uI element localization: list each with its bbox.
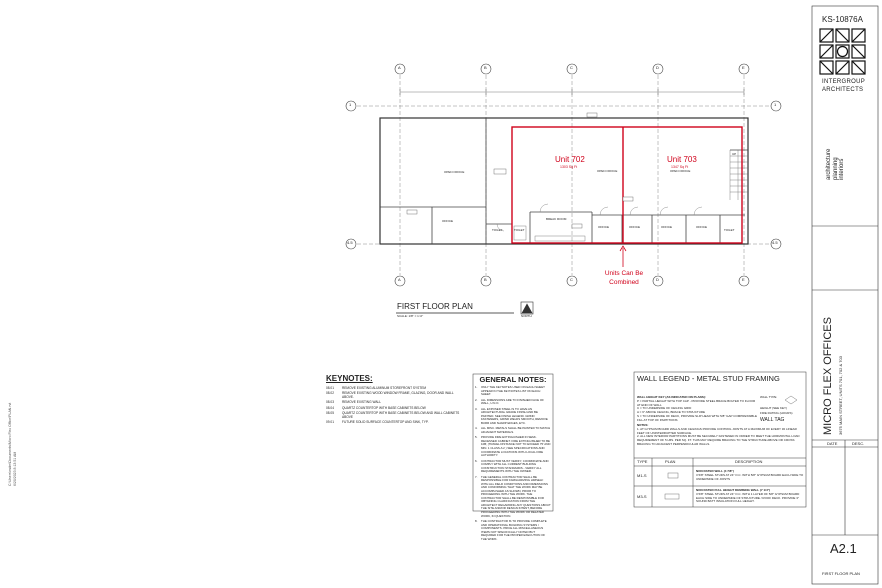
room-office-2: OFFICE [629,225,640,229]
general-note-number: 2. [475,397,478,402]
unit-703-area: 1347 Sq Ft [671,165,689,169]
wall-key-item: S = TO UNDERSIDE OF DECK, PROVIDE SLIP HEAD WITH 5/8" GAP COMPRESSIBLE FILL AT TOP OF PARTITIONS [637,413,757,422]
wall-tag-label-rating: FIRE RATING (HOURS) [760,411,793,415]
general-note-text: CONTRACTOR MUST VERIFY, COORDINATE AND COMPLY WITH ALL CURRENT BUILDING CONSTRUCTION STANDARDS - VERIFY ALL REQUIREMENTS WITH THE OWNER. [481,458,549,474]
keynote-item [326,406,466,410]
grid-label-right-1: 1 [774,102,777,107]
room-break-room: BREAK ROOM [546,217,567,221]
keynote-code: 08.02 [326,391,334,396]
plot-date: 6/20/2023 8:13:51 AM [13,451,17,486]
col-plan: PLAN [665,459,676,464]
room-open-office-703: OPEN OFFICE [670,169,691,173]
tagline-architecture: architecture [826,148,832,180]
room-office-3: OFFICE [661,225,672,229]
wall-notes-title: NOTES: [637,423,649,427]
tagline-interiors: interiors [839,158,846,180]
plan-title: FIRST FLOOR PLAN [397,302,473,311]
plan-scale: SCALE: 1/8" = 1'-0" [397,314,424,318]
row-title-m3s: NON RATED FULL HEIGHT DEMISING WALL (7 1/4") [696,488,771,492]
keynote-text: REMOVE EXISTING WOOD WINDOW FRAME, GLAZING, DOOR AND WALL ABOVE. [342,391,454,400]
general-note-item [475,520,551,541]
rev-date-header: DATE [827,441,838,446]
grid-label-top-a: A [398,65,401,70]
general-note-item [475,476,551,518]
wall-note-item: 1. AT GYPSUM BOARD WALLS AND CEILINGS PROVIDE CONTROL JOINTS AT A MAXIMUM OF EVERY 30 LINEAR FEET OF UNINTERRUPTED SURFACE. [637,426,797,435]
project-title: MICRO FLEX OFFICES [822,317,834,435]
wall-notes-list [637,428,803,447]
grid-label-top-b: B [484,65,487,70]
keynotes-title: KEYNOTES: [326,374,373,383]
wall-note-item: 2. ALL NEW INTERIOR PARTITIONS MUST BE SECURELY FASTENED IN ORDER TO MEET THE HORIZONTAL LOAD REQUIREMENT OF 5 LBS. PER SQ. FT. THIS MAY REQUIRE BRACING TO THE STRUCTURE ABOVE OR CROSS BRACING TO ADJACENT PERPENDICULAR WALLS. [637,434,800,446]
room-open-office-702: OPEN OFFICE [597,169,618,173]
room-office-4: OFFICE [696,225,707,229]
wall-key-item: P = PARTIAL HEIGHT WITH TOP CAP - PROVIDE STEEL BRACE BOLTED TO FLOOR AT END OF WALL [637,398,756,407]
wall-key-title: WALL HEIGHT KEY (AS INDICATED ON PLANS): [637,395,706,399]
unit-703-name: Unit 703 [667,155,697,164]
row-text-m3s: 3 5/8" STEEL STUDS AT 24" O.C. WITH 1 LAYER OF 5/8" GYPSUM BOARD EACH SIDE TO UNDERSIDE OF STRUCTURE / ROOF DECK. PROVIDE 3" SOUND BATT INSULATION FULL HEIGHT. [696,491,800,504]
keynote-text: REMOVE EXISTING WALL [342,400,382,405]
keynote-code: 09.01 [326,420,334,425]
general-notes-title: GENERAL NOTES: [479,375,547,384]
north-label: NORTH [521,314,532,318]
row-type-m3s: M3-S [637,494,647,499]
general-note-text: ONLY THE KEYNOTES USED ON EACH SHEET APPEAR IN THE KEYNOTES LIST ON EACH SHEET. [481,385,545,397]
keynote-code: 08.03 [326,400,334,405]
wall-tag-label-type: WALL TYPE [760,395,777,399]
rev-desc-header: DESC. [852,441,865,446]
general-note-text: ALL MISC. METALS SHALL BE PAINTED TO MATCH ADJACENT MATERIALS. [481,426,551,434]
general-note-number: 4. [475,426,478,431]
keynote-text: QUARTZ COUNTERTOP WITH BASE CABINETS BELOW AND WALL CABINETS ABOVE [342,410,460,419]
stair-up-label: UP [732,152,737,156]
grid-label-bottom-d: D [656,277,659,282]
room-toilet-1: TOILET [492,228,503,232]
general-note-number: 1. [475,385,478,389]
general-note-number: 8. [475,519,478,524]
general-note-number: 3. [475,406,478,411]
general-notes-panel [475,375,551,543]
general-note-text: ALL EXPOSED STEEL IS TO HAVE AN ARCHITECTURAL GRADE FINISH AND BE PAINTED. SEE FINISH LEGEND. GRIND FASTENERS, GRIND WELDS SMOOTH, REMOVE BURR AND SHARP EDGES, ETC. [481,406,548,425]
general-note-text: THE GENERAL CONTRACTOR SHALL BE RESPONSIBLE FOR FAMILIARIZING HIMSELF WITH ALL FIELD CONDITIONS AND DIMENSIONS AND CONFIRMING THAT THE WORK MAY BE ACCOMPLISHED AS SHOWN, PRIOR TO PROCEEDING WITH THE WORK. THE CONTRACTOR SHALL BE RESPONSIBLE FOR OBTAINING CLARIFICATION FROM THE ARCHITECT REGARDING ANY QUESTIONS ABOUT THE SITE AND/OR DESIGN INTENT, BEFORE PROCEEDING WITH THE WORK OR RELATED WORK, IN QUESTION. [481,474,551,518]
grid-label-left-1: 1 [349,102,352,107]
keynote-text: REMOVE EXISTING ALUMINUM STOREFRONT SYSTEM [342,386,427,390]
keynote-text: FUTURE SOLID SURFACE COUNTERTOP AND SINK, TYP. [342,420,429,425]
room-office-left: OFFICE [442,219,453,223]
unit-702-area: 1303 Sq Ft [560,165,578,169]
firm-tagline [826,149,846,180]
grid-label-bottom-e: E [742,277,745,282]
general-note-number: 7. [475,474,478,479]
room-office-1: OFFICE [598,225,609,229]
general-note-number: 5. [475,435,478,440]
general-note-item [475,408,551,426]
row-desc-m3s [696,489,804,504]
row-title-m1s: NON RATED WALL (4 7/8") [696,469,734,473]
wall-key-item: A = 6" ABOVE CEILING, BRACE TO STRUCTURE [637,410,706,414]
keynotes-panel [326,374,466,425]
grid-label-top-c: C [570,65,573,70]
general-note-item [475,460,551,474]
general-note-text: PROVIDE FIRE EXTINGUISHER IN SEMI-RECESSED CABINET. FIRE EXTINGUISHER TO BE 10B; (TRAVEL DISTANCE NOT TO EXCEED 75' AND MIN. 1 CLASS A:2 ) SEE SPECIFICATIONS AND COORDINATE LOCATIONS WITH LOCAL FIRE AUTHORITY. [481,435,551,458]
sheet-number: A2.1 [830,541,857,556]
grid-label-left-45: 4.5 [347,240,353,245]
keynote-code: 08.04 [326,405,334,410]
sheet-name: FIRST FLOOR PLAN [822,571,860,576]
room-toilet-2: TOILET [514,228,525,232]
unit-702-name: Unit 702 [555,155,585,164]
wall-height-key [637,396,757,422]
project-number: KS-10876A [822,15,863,24]
room-open-office-left: OPEN OFFICE [444,170,465,174]
general-note-text: THE CONTRACTOR IS TO PROVIDE COMPLETE AND OPERATIONAL BUILDING SYSTEMS / COMPONENTS. PRICE ALL MISCELLANEOUS ITEMS NOT SPECIFICALLY NOTED BUT REQUIRED FOR THE PROPER EXECUTION OF THE WORK. [481,519,547,541]
keynote-code: 08.05 [326,410,334,415]
grid-label-bottom-c: C [570,277,573,282]
general-note-item [475,386,551,397]
grid-label-top-d: D [656,65,659,70]
grid-label-bottom-a: A [398,277,401,282]
keynote-item [326,411,466,419]
combine-annotation: Units Can Be Combined [604,270,644,286]
tagline-planning: planning [832,157,839,180]
general-note-text: ALL DIMENSIONS ARE TO FINISHED FACE OF WALL, U.N.O. [481,397,544,406]
grid-label-top-e: E [742,65,745,70]
wall-key-item: C = TO UNDERSIDE OF CEILING GRID [637,406,692,411]
firm-name-line2: ARCHITECTS [822,87,864,93]
general-note-number: 6. [475,458,478,463]
wall-tag-label-height: HEIGHT (SEE KEY) [760,406,787,410]
row-text-m1s: 3 5/8" STEEL STUDS AT 24" O.C. WITH 5/8" GYPSUM BOARD EACH SIDE TO UNDERSIDE OF JOISTS [696,472,804,481]
keynote-code: 08.01 [326,386,334,390]
room-toilet-3: TOILET [724,228,735,232]
row-desc-m1s [696,470,804,481]
wall-notes [637,424,803,447]
row-type-m1s: M1-S [637,473,647,478]
general-note-item [475,436,551,457]
keynote-item [326,400,466,404]
firm-name-line1: INTERGROUP [822,79,866,85]
project-address: 3675 MAIN STREET, UNITS 701, 702 & 703 [838,356,843,435]
keynotes-list [326,386,466,424]
wall-key-items [637,400,757,423]
keynote-item [326,420,466,424]
general-note-item [475,399,551,406]
keynote-text: QUARTZ COUNTERTOP WITH BASE CABINETS BELOW [342,405,426,410]
col-description: DESCRIPTION [735,459,763,464]
keynote-item [326,386,466,390]
grid-label-right-45: 4.5 [772,240,778,245]
wall-tag-caption: WALL TAG [760,417,785,423]
grid-label-bottom-b: B [484,277,487,282]
general-notes-list [475,386,551,541]
wall-legend-title: WALL LEGEND - METAL STUD FRAMING [637,374,780,383]
col-type: TYPE [637,459,648,464]
general-note-item [475,427,551,434]
keynote-item [326,391,466,399]
file-path: C:\Users\mdm\Documents\Micro Flex Office\PLAN.rvt [8,402,12,486]
